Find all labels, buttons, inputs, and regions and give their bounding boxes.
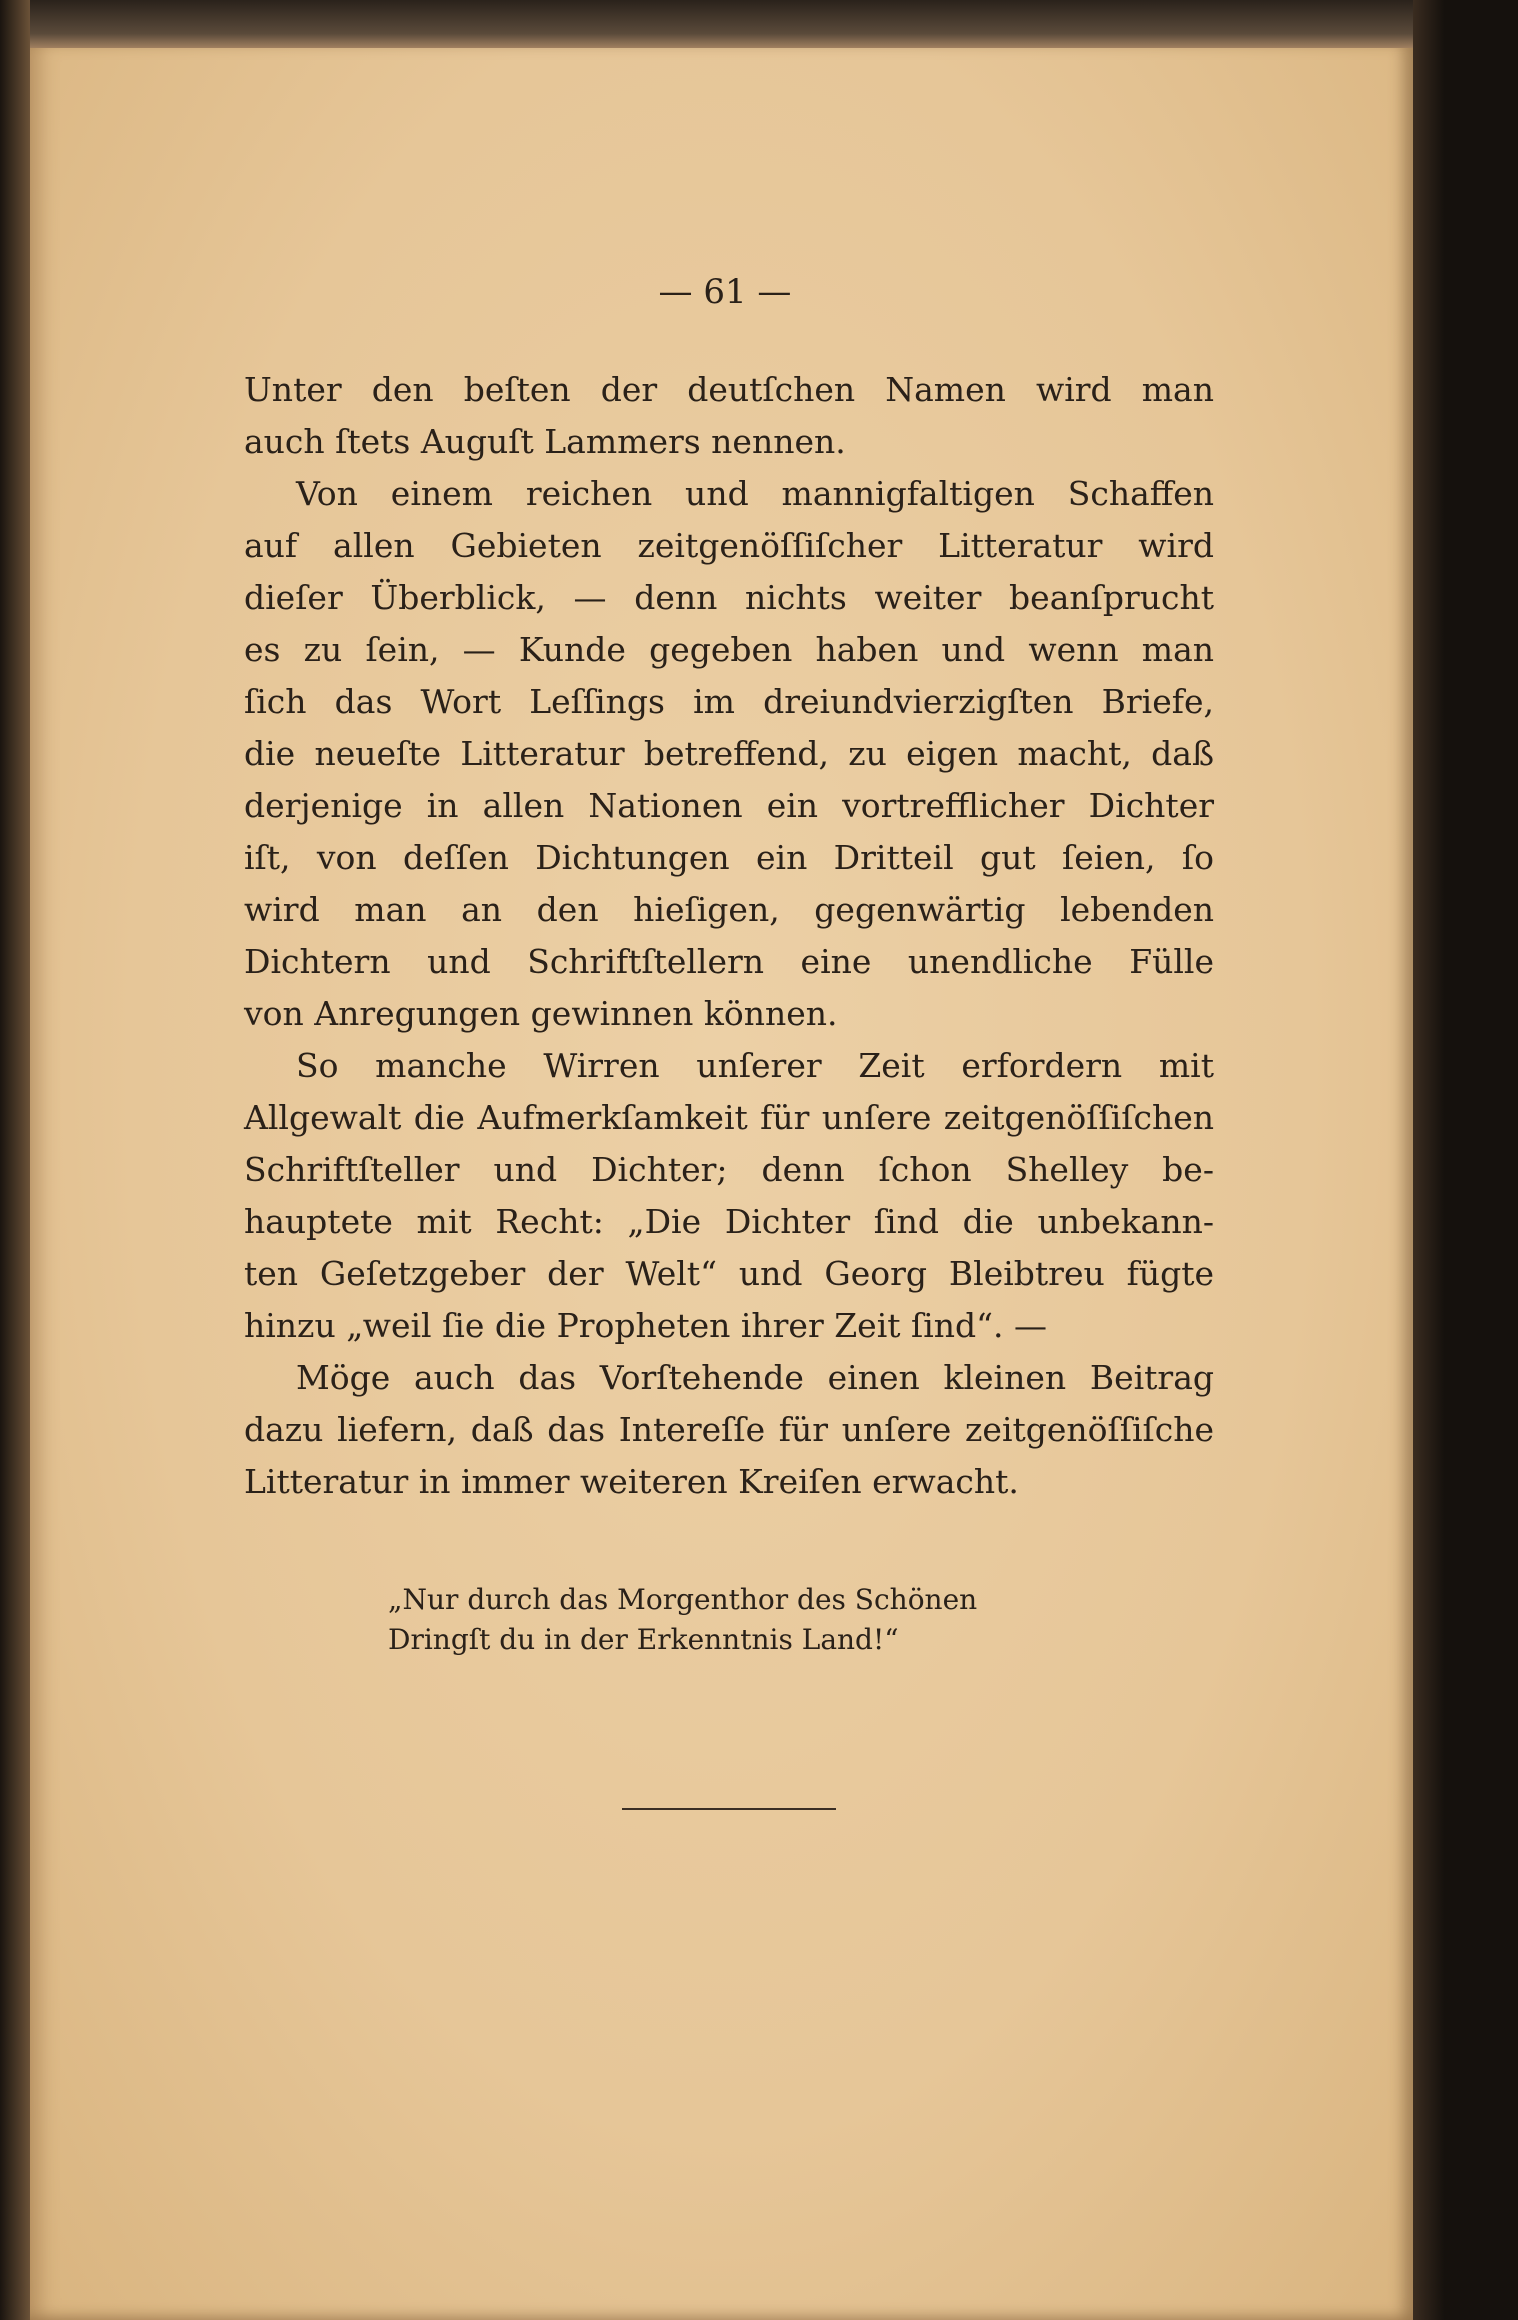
text-line: Dichtern und Schriftſtellern eine unendliche Fülle xyxy=(244,942,1214,981)
text-line: von Anregungen gewinnen können. xyxy=(244,994,838,1033)
book-binding xyxy=(1413,0,1518,2320)
text-line: Allgewalt die Aufmerkſamkeit für unſere zeitgenöſſiſchen xyxy=(244,1098,1214,1137)
text-line: ſich das Wort Leſſings im dreiundvierzigſten Briefe, xyxy=(244,682,1214,721)
page-number: — 61 — xyxy=(658,272,792,312)
text-line: auch ſtets Auguſt Lammers nennen. xyxy=(244,422,846,461)
text-line: Unter den beſten der deutſchen Namen wird man xyxy=(244,370,1214,409)
closing-quote xyxy=(388,1580,977,1660)
text-line: iſt, von deſſen Dichtungen ein Dritteil gut ſeien, ſo xyxy=(244,838,1214,877)
text-line: derjenige in allen Nationen ein vortrefflicher Dichter xyxy=(244,786,1214,825)
text-line: Litteratur in immer weiteren Kreiſen erwacht. xyxy=(244,1462,1019,1501)
quote-line: Dringſt du in der Erkenntnis Land!“ xyxy=(388,1623,899,1656)
quote-line: „Nur durch das Morgenthor des Schönen xyxy=(388,1583,978,1616)
text-line: Von einem reichen und mannigfaltigen Schaffen xyxy=(296,474,1214,513)
text-line: Möge auch das Vorſtehende einen kleinen Beitrag xyxy=(296,1358,1214,1397)
text-line: ten Geſetzgeber der Welt“ und Georg Bleibtreu fügte xyxy=(244,1254,1214,1293)
text-line: dazu liefern, daß das Intereſſe für unſere zeitgenöſſiſche xyxy=(244,1410,1214,1449)
text-line: So manche Wirren unſerer Zeit erfordern mit xyxy=(296,1046,1214,1085)
body-text xyxy=(244,364,1214,1508)
text-line: dieſer Überblick, — denn nichts weiter beanſprucht xyxy=(244,578,1214,617)
text-line: wird man an den hieſigen, gegenwärtig lebenden xyxy=(244,890,1214,929)
text-line: hinzu „weil ſie die Propheten ihrer Zeit ſind“. — xyxy=(244,1306,1047,1345)
left-edge xyxy=(0,0,30,2320)
top-edge xyxy=(0,0,1518,48)
end-rule xyxy=(622,1808,836,1810)
text-line: die neueſte Litteratur betreffend, zu eigen macht, daß xyxy=(244,734,1214,773)
text-line: Schriftſteller und Dichter; denn ſchon Shelley be- xyxy=(244,1150,1214,1189)
text-line: auf allen Gebieten zeitgenöſſiſcher Litteratur wird xyxy=(244,526,1214,565)
text-line: es zu ſein, — Kunde gegeben haben und wenn man xyxy=(244,630,1214,669)
text-line: hauptete mit Recht: „Die Dichter ſind die unbekann- xyxy=(244,1202,1214,1241)
